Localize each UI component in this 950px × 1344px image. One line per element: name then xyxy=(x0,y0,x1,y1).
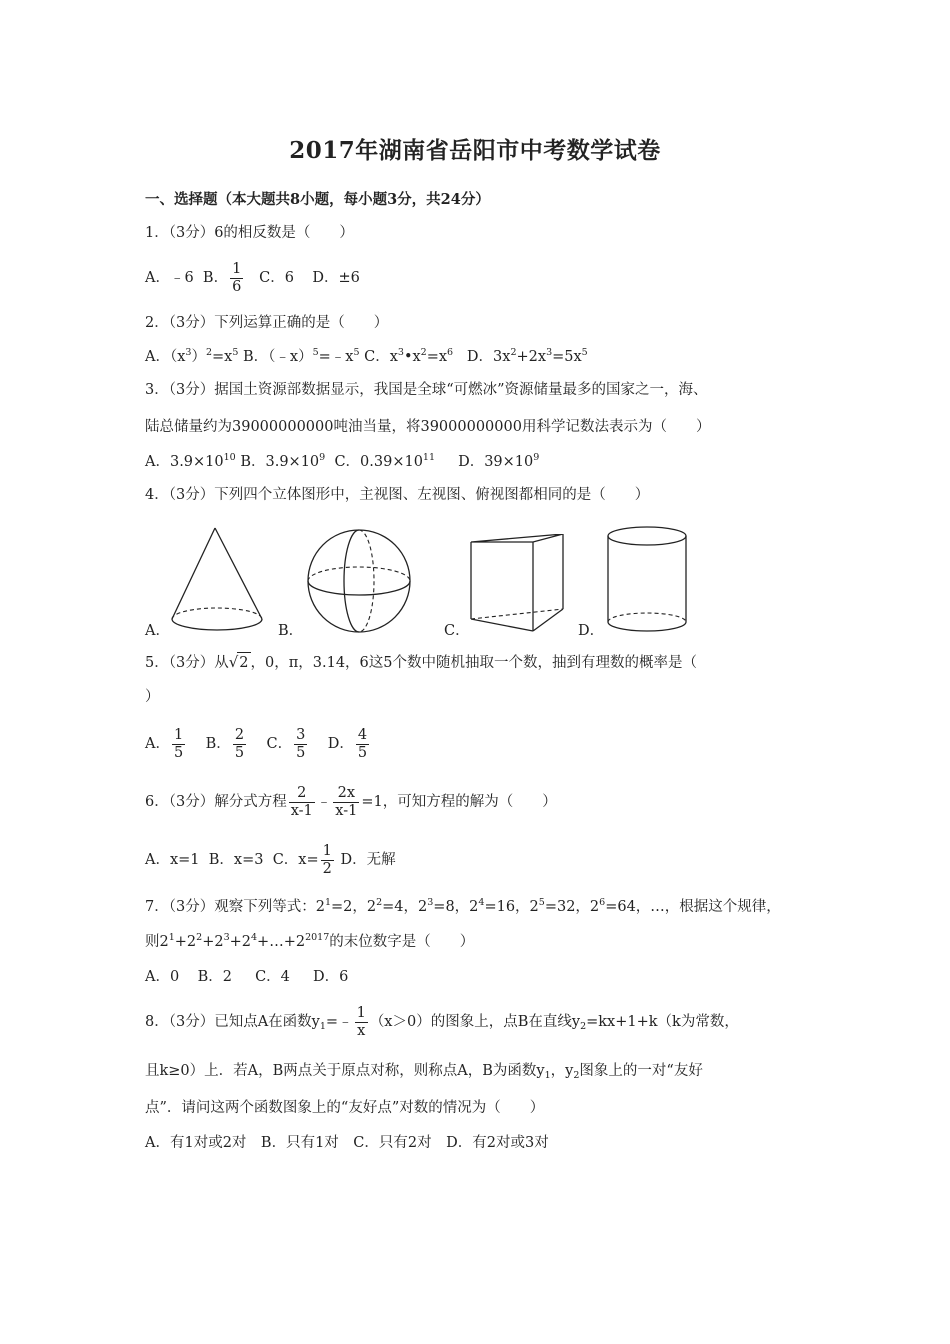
option-a: A．$(x^3)^2=x^5$ xyxy=(145,347,239,365)
question-6-stem: 6．（3分）解分式方程 $\frac{2}{x-1}$ ﹣ $\frac{2x}{x-1}$ =1，可知方程的解为（ ） xyxy=(145,784,557,819)
option-b: B． $\frac{2}{5}$ xyxy=(205,726,245,761)
question-4-stem: 4．（3分）下列四个立体图形中，主视图、左视图、俯视图都相同的是（ ） xyxy=(145,487,650,503)
question-3-options xyxy=(145,452,539,472)
page-title: 2017年湖南省岳阳市中考数学试卷 xyxy=(289,137,661,164)
sqrt-radicand: 2 xyxy=(237,652,250,673)
option-c: C．$0.39\times 10^{11}$ xyxy=(334,452,436,470)
fraction: $\frac{2x}{x-1}$ xyxy=(335,784,358,819)
option-b: B． xyxy=(202,270,229,286)
option-d: D．$3x^2+2x^3=5x^5$ xyxy=(466,347,588,365)
question-1-stem: 1．（3分）6的相反数是（ ） xyxy=(145,225,354,241)
option-a: A．0 xyxy=(145,969,180,985)
figure-label-c: C． xyxy=(444,623,470,639)
question-3-line-2: 陆总储量约为39000000000吨油当量，将39000000000用科学记数法表示为（ ） xyxy=(145,419,711,435)
cylinder-figure xyxy=(604,524,690,636)
option-c: C．x= $\frac{1}{2}$ xyxy=(272,842,332,877)
option-a: A．$3.9\times 10^{10}$ xyxy=(145,452,236,470)
fraction: $\frac{1}{6}$ xyxy=(232,260,242,295)
option-b: B．$3.9\times 10^9$ xyxy=(240,452,326,470)
option-b: B．x=3 xyxy=(208,852,264,868)
fraction: $\frac{2}{x-1}$ xyxy=(290,784,313,819)
question-8-line-1: 8．（3分）已知点A在函数$y_1=﹣$ $\frac{1}{x}$ （x＞0）的图象上，点B在直线$y_2=kx+1+k(k$为常数， xyxy=(145,1004,739,1039)
option-d: D．6 xyxy=(312,969,349,985)
question-7-line-1: 7．（3分）观察下列等式：$2^1=2$，$2^2=4$，$2^3=8$，$2^4=16$，$2^5=32$，$2^6=64$，…，根据这个规律， xyxy=(145,897,781,915)
question-5-line-2: ） xyxy=(145,689,160,705)
question-1-options xyxy=(145,259,360,297)
question-7-line-2: 则$2^1+2^2+2^3+2^4+\dots+2^{2017}$的末位数字是（ ） xyxy=(145,932,475,950)
option-d: D．±6 xyxy=(312,270,360,286)
question-2-options xyxy=(145,347,588,367)
cone-figure xyxy=(168,526,268,634)
sphere-figure xyxy=(304,526,414,636)
option-c: C．$x^3•x^2=x^6$ xyxy=(364,347,454,365)
prism-figure xyxy=(468,534,568,634)
section-heading: 一、选择题（本大题共8小题，每小题3分，共24分） xyxy=(145,191,490,208)
option-b: B．$(﹣x)^5=﹣x^5$ xyxy=(242,347,360,365)
figure-label-a: A． xyxy=(145,623,170,639)
option-d: D．$39\times 10^9$ xyxy=(458,452,540,470)
option-a: A． $\frac{1}{5}$ xyxy=(145,726,184,761)
question-5-line-1: 5．（3分）从√2 ，0，π，3.14，6这5个数中随机抽取一个数，抽到有理数的概率是（ xyxy=(145,653,697,671)
question-8-options: A．有1对或2对 B．只有1对 C．只有2对 D．有2对或3对 xyxy=(145,1135,549,1151)
option-c: C．6 xyxy=(259,270,294,286)
option-d: D． $\frac{4}{5}$ xyxy=(327,726,368,761)
question-3-line-1: 3．（3分）据国土资源部数据显示，我国是全球“可燃冰”资源储量最多的国家之一，海、 xyxy=(145,382,708,398)
question-8-line-3: 点”．请问这两个函数图象上的“友好点”对数的情况为（ ） xyxy=(145,1100,545,1116)
question-5-options xyxy=(145,724,371,764)
option-c: C． $\frac{3}{5}$ xyxy=(266,726,306,761)
option-c: C．4 xyxy=(255,969,290,985)
figure-label-b: B． xyxy=(278,623,304,639)
option-b: B．2 xyxy=(197,969,233,985)
option-a: A．x=1 xyxy=(145,852,200,868)
option-a: A．﹣6 xyxy=(145,270,194,286)
figure-label-d: D． xyxy=(578,623,605,639)
question-7-options xyxy=(145,967,348,987)
fraction: $\frac{1}{x}$ xyxy=(356,1004,366,1039)
question-8-line-2: 且k≥0）上．若A，B两点关于原点对称，则称点A，B为函数$y_1$，$y_2$图象上的一对“友好 xyxy=(145,1063,703,1081)
question-2-stem: 2．（3分）下列运算正确的是（ ） xyxy=(145,315,389,331)
option-d: D．无解 xyxy=(340,852,396,868)
question-6-options xyxy=(145,840,396,880)
